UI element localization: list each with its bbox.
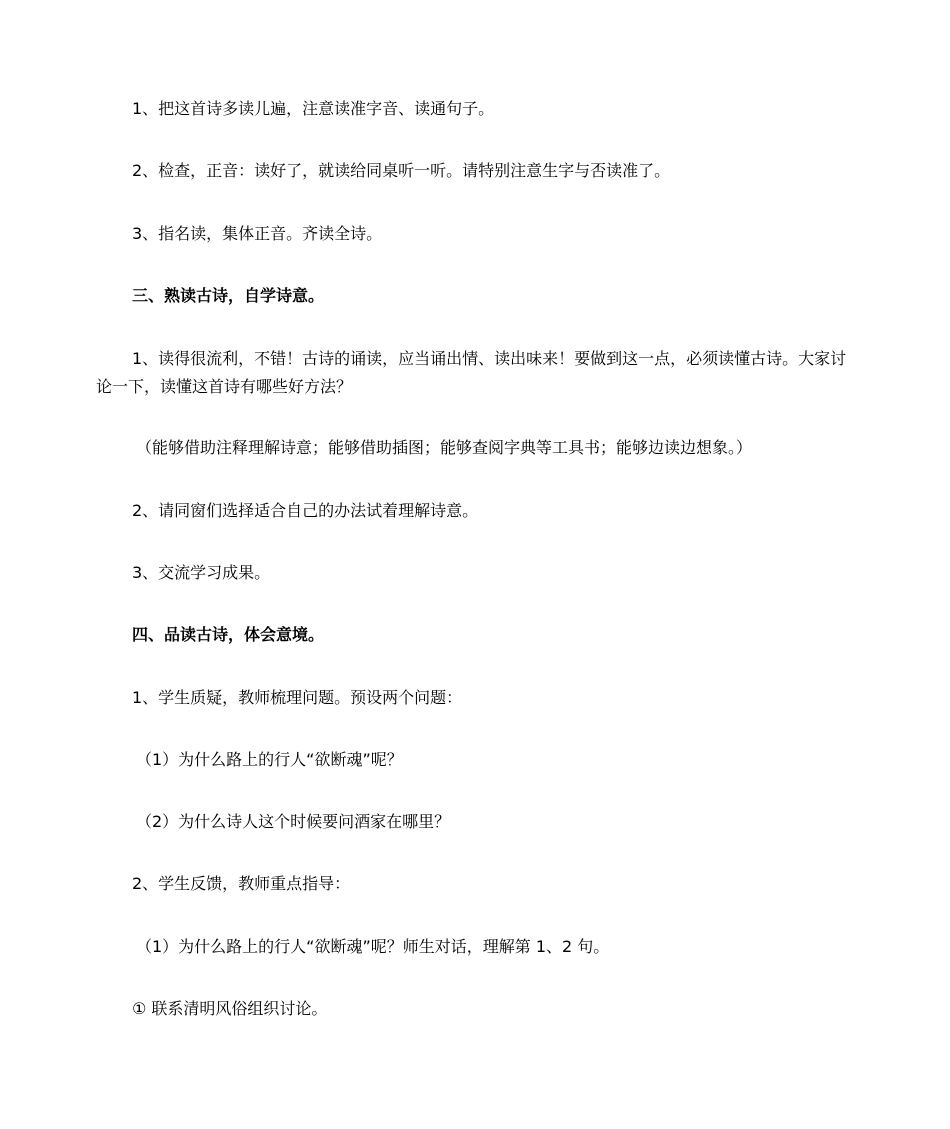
section-heading-four: 四、品读古诗，体会意境。	[132, 625, 325, 644]
section-heading-three: 三、熟读古诗，自学诗意。	[132, 286, 325, 305]
paragraph-discussion: 1、读得很流利，不错！古诗的诵读，应当诵出情、读出味来！要做到这一点，必须读懂古诗。大家讨论一下，读懂这首诗有哪些好方法？	[96, 349, 847, 396]
paragraph-check-pronunciation: 2、检查，正音：读好了，就读给同桌听一听。请特别注意生字与否读准了。	[132, 161, 671, 180]
paragraph-question-one-dialogue: （1）为什么路上的行人“欲断魂”呢？师生对话，理解第 1、2 句。	[136, 937, 610, 956]
paragraph-choose-method: 2、请同窗们选择适合自己的办法试着理解诗意。	[132, 501, 479, 520]
paragraph-share-results: 3、交流学习成果。	[132, 563, 271, 582]
paragraph-named-reading: 3、指名读，集体正音。齐读全诗。	[132, 224, 383, 243]
paragraph-methods: （能够借助注释理解诗意；能够借助插图；能够查阅字典等工具书；能够边读边想象。）	[136, 438, 753, 457]
paragraph-read-poem: 1、把这首诗多读儿遍，注意读准字音、读通句子。	[132, 99, 495, 118]
paragraph-feedback: 2、学生反馈，教师重点指导：	[132, 874, 351, 893]
paragraph-question-two: （2）为什么诗人这个时候要问酒家在哪里？	[136, 812, 451, 831]
paragraph-questioning: 1、学生质疑，教师梳理问题。预设两个问题：	[132, 688, 463, 707]
paragraph-question-one: （1）为什么路上的行人“欲断魂”呢？	[136, 750, 403, 769]
paragraph-custom-discussion: ① 联系清明风俗组织讨论。	[132, 999, 328, 1018]
